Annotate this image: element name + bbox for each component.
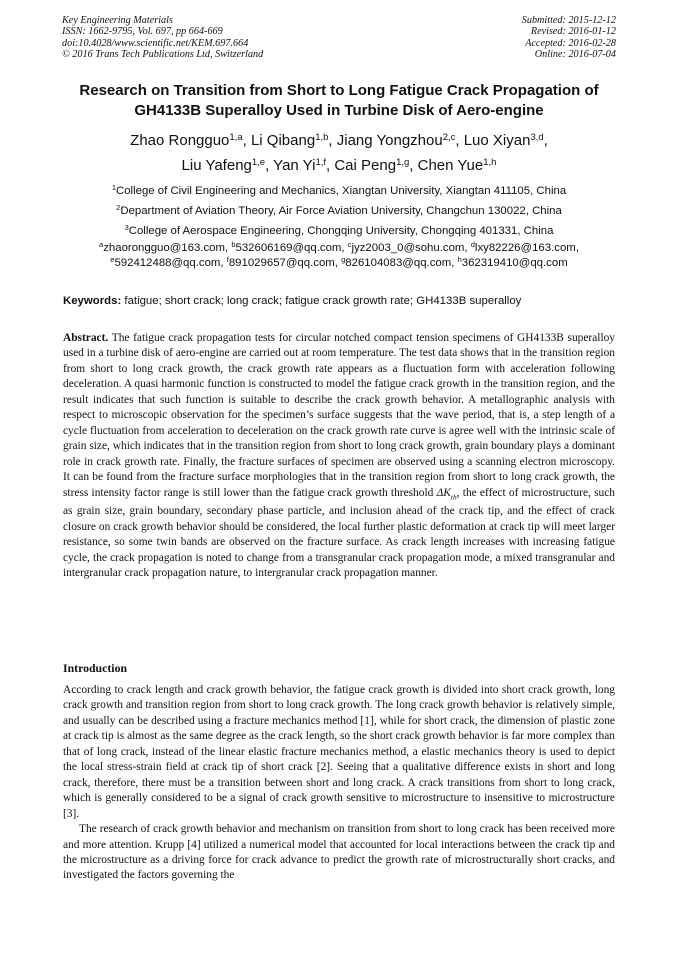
introduction-body	[63, 683, 615, 884]
email: $^e$592412488@qq.com	[110, 255, 221, 269]
affiliations	[20, 181, 658, 271]
author: Jiang Yongzhou$^{2,c}$	[336, 132, 456, 149]
keywords-text: fatigue; short crack; long crack; fatigue crack growth rate; GH4133B superalloy	[124, 295, 522, 307]
copyright: © 2016 Trans Tech Publications Ltd, Switzerland	[62, 48, 264, 60]
email: $^h$362319410@qq.com	[457, 255, 568, 269]
abstract	[63, 331, 615, 582]
affiliation: $^3$College of Aerospace Engineering, Chongqing University, Chongqing 401331, China	[124, 223, 554, 237]
publication-dates	[522, 15, 616, 60]
author: Luo Xiyan$^{3,d}$	[463, 132, 544, 149]
email: $^g$826104083@qq.com	[341, 255, 452, 269]
accepted-date: Accepted: 2016-02-28	[525, 37, 616, 49]
author: Cai Peng$^{1,g}$	[334, 157, 410, 174]
journal-info	[62, 15, 263, 60]
revised-date: Revised: 2016-01-12	[530, 26, 616, 38]
abstract-text-continued: , the effect of microstructure, such as grain size, grain boundary, secondary phase particle, and inclusion ahead of the crack tip, and the effect of crack closure on crack growth behavior should be considered, the local further plastic deformation at crack tip will meet larger resistance, so some twin bands are observed on the fracture surface. As crack length increases with increasing fatigue cycle, the crack propagation is noted to change from a transgranular crack propagation mode, a mixed transgranular and intergranular crack propagation nature, to intergranular crack propagation manner.	[63, 486, 615, 580]
author: Liu Yafeng$^{1,e}$	[181, 157, 266, 174]
affiliation: $^1$College of Civil Engineering and Mechanics, Xiangtan University, Xiangtan 411105, China	[111, 183, 567, 197]
author: Zhao Rongguo$^{1,a}$	[130, 132, 243, 149]
author: Chen Yue$^{1,h}$	[417, 157, 497, 174]
paragraph: The research of crack growth behavior and mechanism on transition from short to long crack has been received more and more attention. Krupp [4] utilized a numerical model that accounted for local interactions between the crack tip and the microstructure as a driving force for crack advance to predict the growth rate of microstructurally short cracks, and investigated the factors governing the	[63, 823, 615, 882]
paper-title	[40, 81, 638, 121]
author: Li Qibang$^{1,b}$	[250, 132, 329, 149]
email: $^d$lxy82226@163.com	[470, 240, 576, 254]
email: $^c$jyz2003_0@sohu.com	[347, 240, 465, 254]
journal-name: Key Engineering Materials	[62, 15, 173, 26]
submitted-date: Submitted: 2015-12-12	[521, 15, 616, 26]
affiliation: $^2$Department of Aviation Theory, Air Force Aviation University, Changchun 130022, China	[116, 203, 562, 217]
email: $^a$zhaorongguo@163.com	[99, 240, 225, 254]
abstract-text: The fatigue crack propagation tests for circular notched compact tension specimens of GH4133B superalloy used in a turbine disk of aero-engine are carried out at room temperature. The test data shows that in the transition region from short to long crack growth, the crack growth rate appears as a fluctuation form with acceleration following deceleration. A quasi harmonic function is constructed to model the fatigue crack growth in the transition region, and the result indicates that such function is suitable to describe the crack growth behavior. A metallographic analysis with respect to microscopic observation for the specimen’s surface suggests that the wave period, that is, a step length of a cycle fluctuation from acceleration to deceleration on the crack growth rate curve is agree well with the intrinsic scale of grain size, which indicates that in the transition region from short to long crack growth, grain boundary plays a dominant role in crack growth rate. Finally, the fracture surfaces of specimen are observed using a scanning electron microscopy. It can be found from the fracture surface morphologies that in the transition region from short to long crack growth, the stress intensity factor range is still lower than the fatigue crack growth threshold	[63, 332, 615, 499]
author-list: Zhao Rongguo$^{1,a}$, Li Qibang$^{1,b}$, Jiang Yongzhou$^{2,c}$, Luo Xiyan$^{3,d}$, Liu Yafeng$^{1,e}$, Yan Yi$^{1,f}$, Cai Peng$^{1,g}$, Chen Yue$^{1,h}$	[130, 132, 548, 174]
paragraph: According to crack length and crack growth behavior, the fatigue crack growth is divided into short crack growth, long crack growth and transition region from short to long crack growth. The long crack growth behavior is relatively simple, and usually can be described using a fracture mechanics method [1], while for short crack, the dimension of plastic zone at crack tip is almost as the same degree as the crack length, so the short crack growth behavior is far more complex than that of long crack, instead of the linear elastic fracture mechanics method, a elastic mechanics theory is used to depict the local stress-strain field at crack tip of short crack [2]. Seeing that a qualitative difference exists in short and long crack, therefore, there must be a transition between short and long crack. A crack transitions from short to long crack, which is generally considered to be a signal of crack growth sensitive to microstructure to insensitive to microstructure [3].	[63, 684, 615, 820]
title-line: GH4133B Superalloy Used in Turbine Disk of Aero-engine	[134, 102, 544, 119]
threshold-symbol: $\Delta K_{th}$	[436, 486, 457, 501]
doi: doi:10.4028/www.scientific.net/KEM.697.664	[62, 37, 249, 49]
title-line: Research on Transition from Short to Long Fatigue Crack Propagation of	[79, 82, 599, 99]
keywords-label: Keywords:	[63, 295, 122, 307]
email-list: $^a$zhaorongguo@163.com, $^b$532606169@qq.com, $^c$jyz2003_0@sohu.com, $^d$lxy82226@163.com, $^e$592412488@qq.com, $^f$891029657@qq.com, $^g$826104083@qq.com, $^h$362319410@qq.com	[99, 240, 579, 269]
online-date: Online: 2016-07-04	[534, 48, 616, 60]
abstract-label: Abstract.	[63, 332, 109, 344]
issn: ISSN: 1662-9795, Vol. 697, pp 664-669	[62, 26, 223, 38]
email: $^f$891029657@qq.com	[226, 255, 335, 269]
section-heading: Introduction	[63, 661, 128, 675]
author: Yan Yi$^{1,f}$	[273, 157, 326, 174]
keywords	[63, 294, 615, 309]
email: $^b$532606169@qq.com	[231, 240, 342, 254]
